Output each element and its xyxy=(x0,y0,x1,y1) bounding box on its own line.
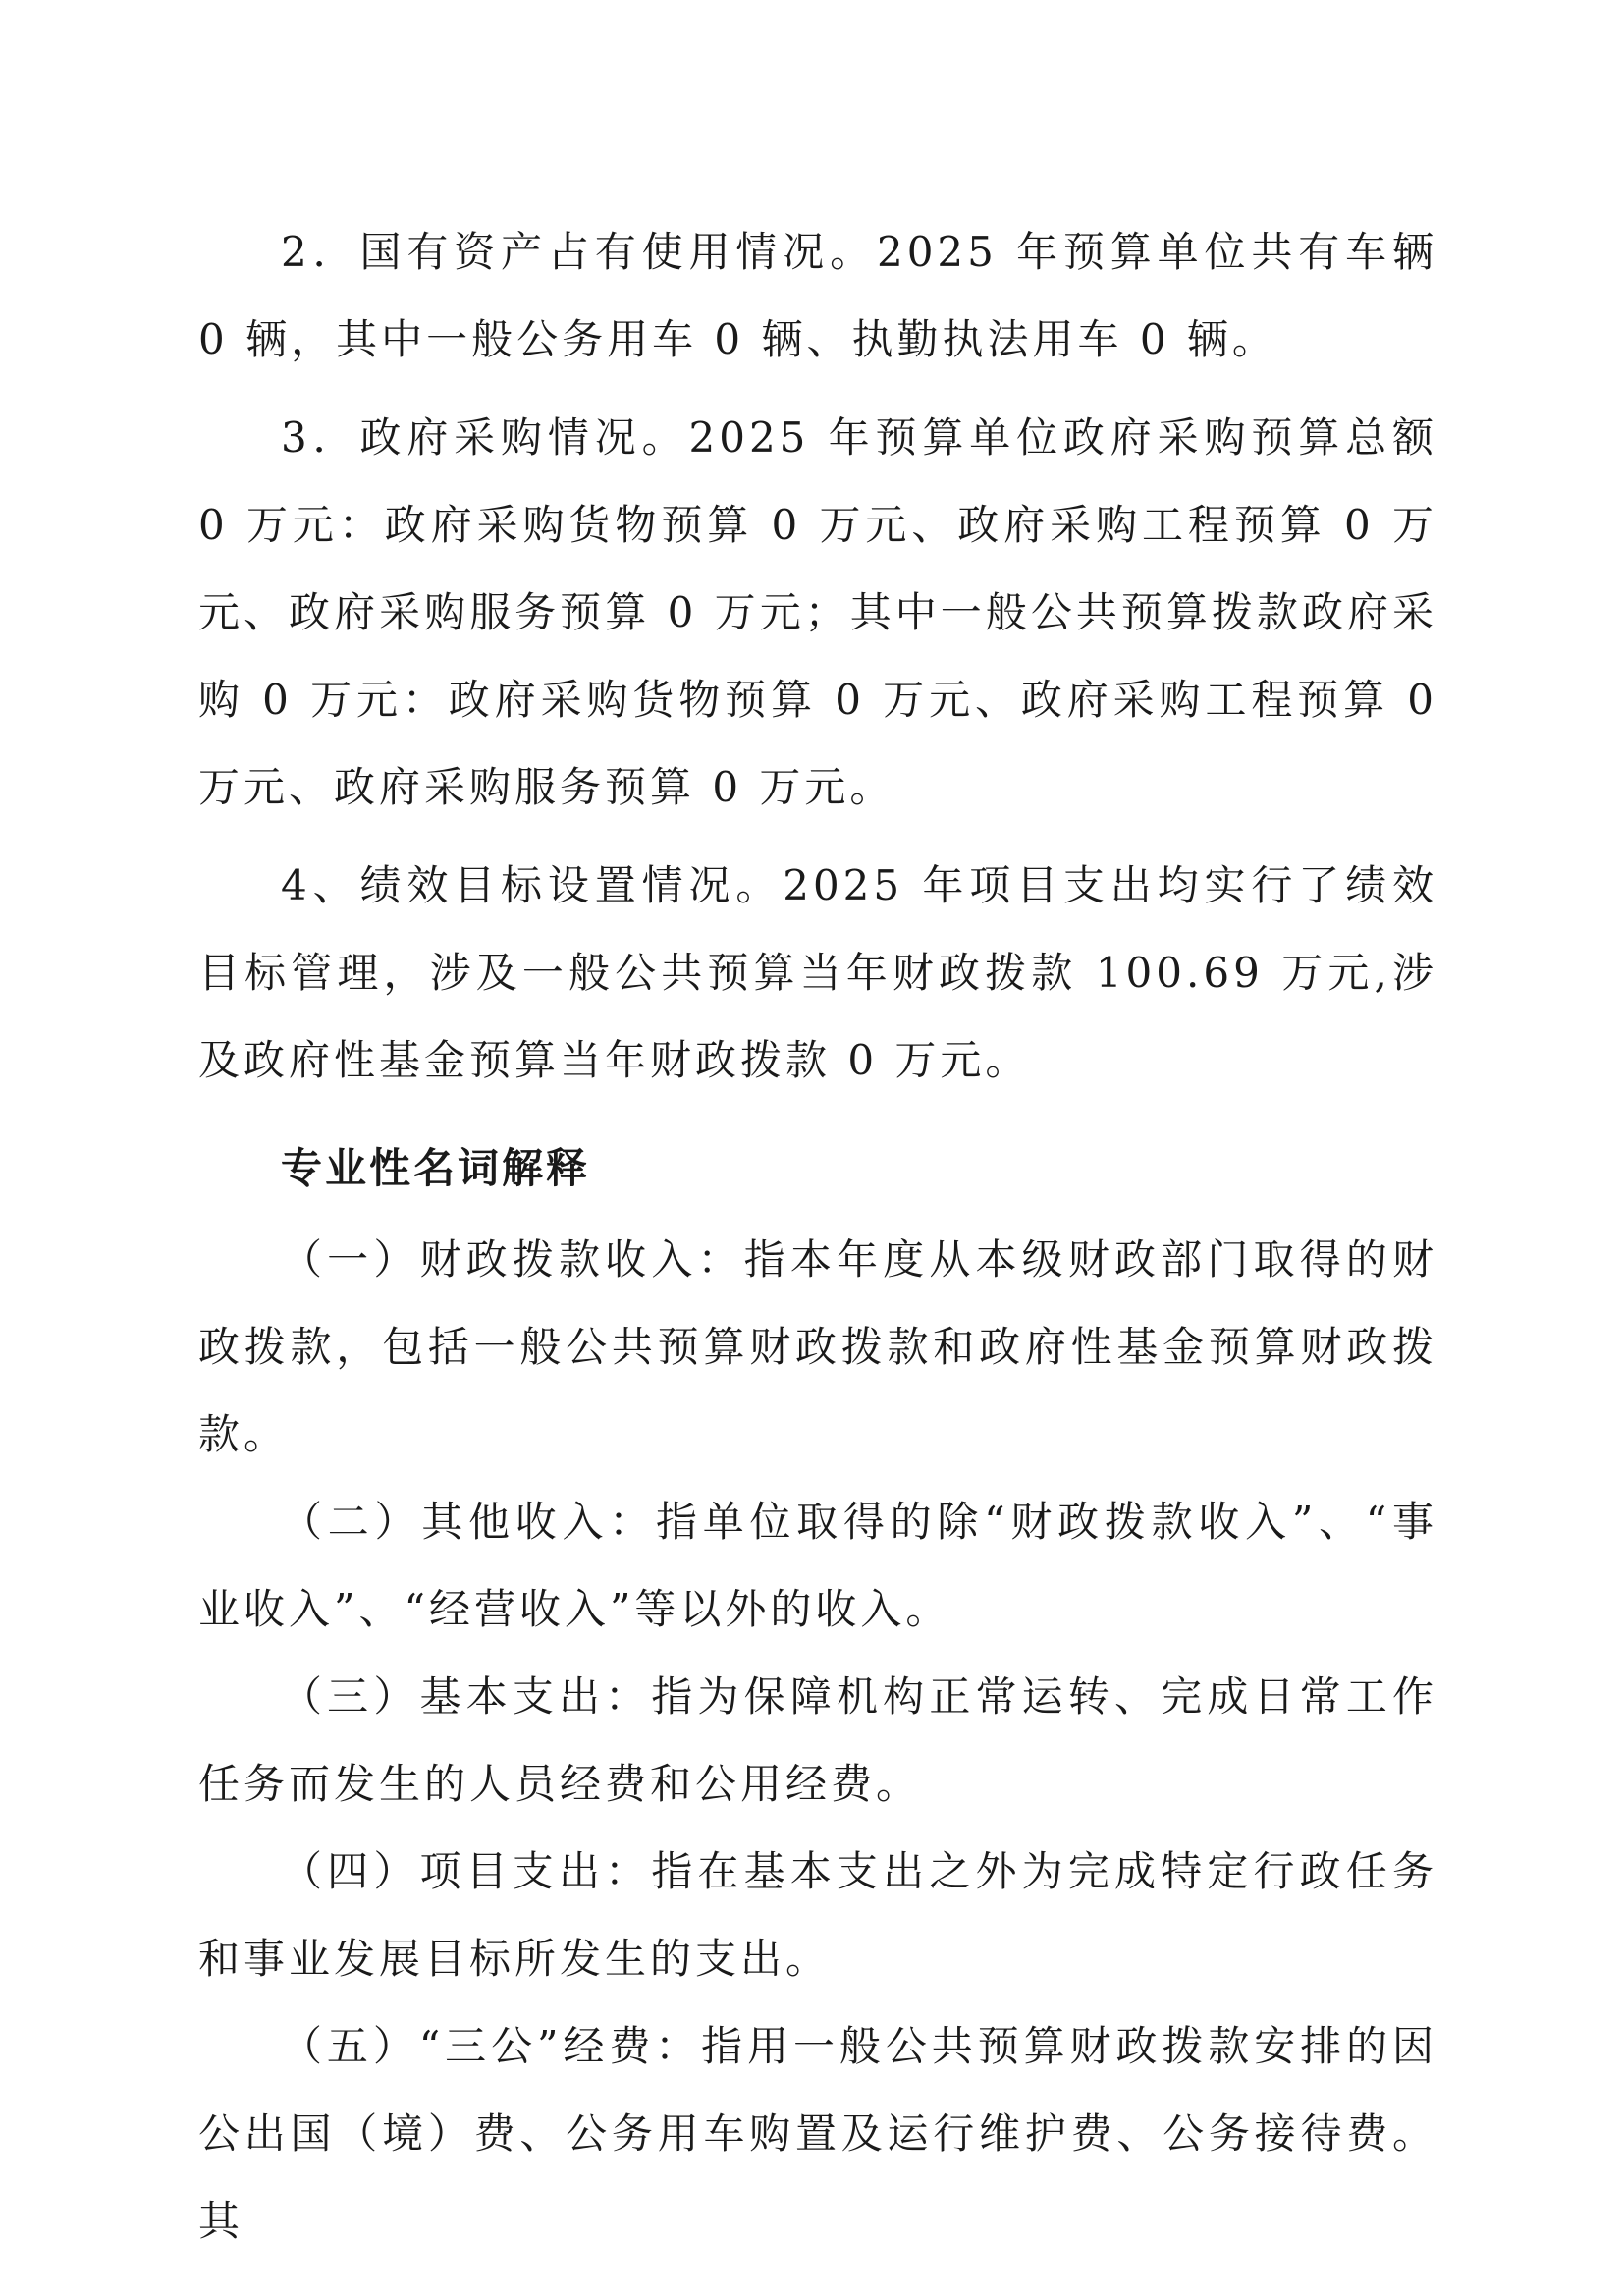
paragraph-government-procurement: 3．政府采购情况。2025 年预算单位政府采购预算总额 0 万元：政府采购货物预算 0 万元、政府采购工程预算 0 万元、政府采购服务预算 0 万元；其中一般公共预算拨款政府采购 0 万元：政府采购货物预算 0 万元、政府采购工程预算 0 万元、政府采购服务预算 0 万元。 xyxy=(198,413,1437,811)
paragraph-performance-goals: 4、绩效目标设置情况。2025 年项目支出均实行了绩效目标管理，涉及一般公共预算当年财政拨款 100.69 万元,涉及政府性基金预算当年财政拨款 0 万元。 xyxy=(198,861,1437,1084)
document-body xyxy=(198,208,1437,2265)
section-heading-terminology: 专业性名词解释 xyxy=(281,1144,591,1192)
definition-project-expenditure: （四）项目支出：指在基本支出之外为完成特定行政任务和事业发展目标所发生的支出。 xyxy=(198,1847,1437,1983)
definition-three-public-expenses: （五）“三公”经费：指用一般公共预算财政拨款安排的因公出国（境）费、公务用车购置及运行维护费、公务接待费。其 xyxy=(198,2022,1437,2245)
paragraph-asset-usage: 2．国有资产占有使用情况。2025 年预算单位共有车辆 0 辆，其中一般公务用车 0 辆、执勤执法用车 0 辆。 xyxy=(198,228,1437,363)
definition-fiscal-allocation-income: （一）财政拨款收入：指本年度从本级财政部门取得的财政拨款，包括一般公共预算财政拨款和政府性基金预算财政拨款。 xyxy=(198,1235,1437,1458)
definition-other-income: （二）其他收入：指单位取得的除“财政拨款收入”、“事业收入”、“经营收入”等以外的收入。 xyxy=(198,1498,1437,1633)
definition-basic-expenditure: （三）基本支出：指为保障机构正常运转、完成日常工作任务而发生的人员经费和公用经费。 xyxy=(198,1672,1437,1808)
